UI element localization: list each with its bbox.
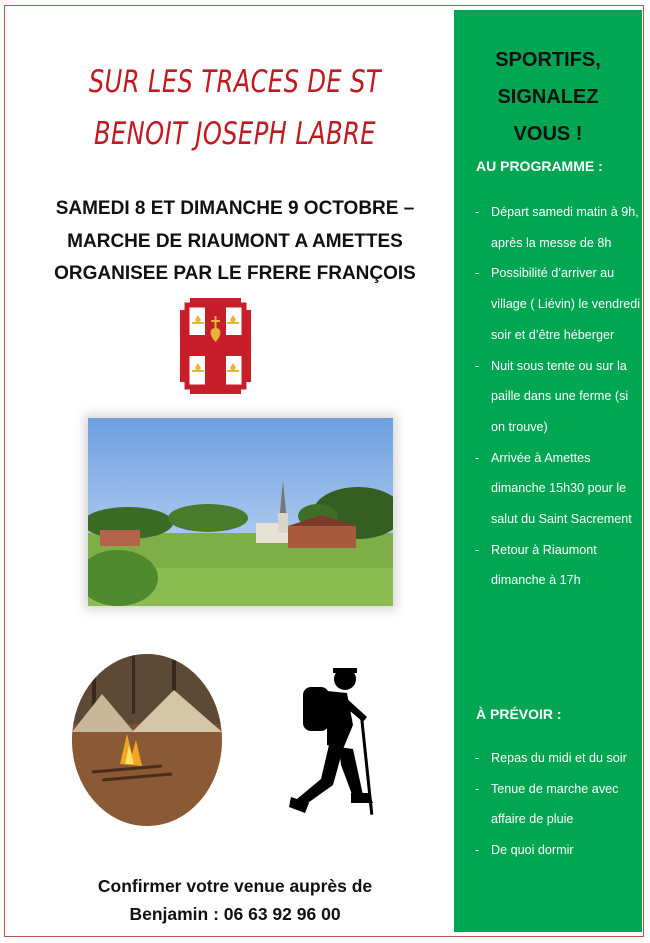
list-item: - Arrivée à Amettes dimanche 15h30 pour le salut du Saint Sacrement [475,443,642,535]
info-side-panel [454,10,642,932]
prevoir-list [475,743,642,866]
list-item: - Départ samedi matin à 9h, après la messe de 8h [475,197,642,258]
subtitle-line-3: ORGANISEE PAR LE FRERE FRANÇOIS [54,263,416,284]
programme-heading: AU PROGRAMME : [476,158,603,174]
list-item: - Nuit sous tente ou sur la paille dans une ferme (si on trouve) [475,351,642,443]
page-title [83,56,387,160]
panel-heading-line-1: SPORTIFS, [495,49,601,71]
list-item: - Repas du midi et du soir [475,743,642,774]
panel-heading-line-3: VOUS ! [513,123,583,145]
prevoir-heading: À PRÉVOIR : [476,706,562,722]
list-item: - Tenue de marche avec affaire de pluie [475,774,642,835]
confirm-line-2: Benjamin : 06 63 92 96 00 [129,904,341,924]
hiker-silhouette-icon [283,665,393,825]
event-subtitle [20,193,450,291]
contact-info [40,872,430,928]
title-line-1: SUR LES TRACES DE ST [88,64,382,100]
panel-heading-line-2: SIGNALEZ [497,86,599,108]
list-item: - Retour à Riaumont dimanche à 17h [475,535,642,596]
list-item: - Possibilité d’arriver au village ( Liévin) le vendredi soir et d’être héberger [475,258,642,350]
village-landscape-photo [88,418,393,606]
panel-heading [454,42,642,153]
list-item: - De quoi dormir [475,835,642,866]
programme-list [475,197,642,596]
title-line-2: BENOIT JOSEPH LABRE [94,116,376,152]
cross-emblem-icon [180,298,251,394]
subtitle-line-1: SAMEDI 8 ET DIMANCHE 9 OCTOBRE – [55,198,415,219]
confirm-line-1: Confirmer votre venue auprès de [97,876,373,896]
subtitle-line-2: MARCHE DE RIAUMONT A AMETTES [67,230,403,252]
campfire-tents-photo [72,654,222,826]
